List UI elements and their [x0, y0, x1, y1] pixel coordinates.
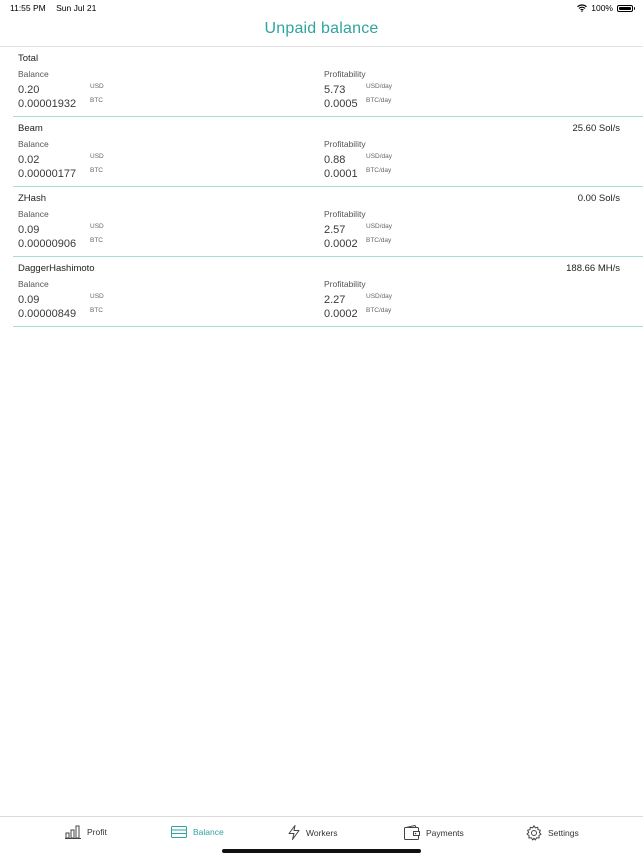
- wallet-icon: [404, 825, 420, 840]
- balance-usd-value: 0.09: [18, 224, 40, 236]
- balance-list: [0, 47, 643, 327]
- algorithm-section-beam[interactable]: [13, 117, 643, 187]
- status-time: 11:55 PM: [10, 3, 46, 13]
- tab-label: Settings: [548, 828, 579, 838]
- btc-unit: BTC: [90, 97, 103, 104]
- battery-icon: [617, 5, 633, 12]
- profitability-label: Profitability: [324, 279, 366, 289]
- balance-usd-value: 0.20: [18, 84, 40, 96]
- algorithm-section-daggerhashimoto[interactable]: [13, 257, 643, 327]
- profitability-label: Profitability: [324, 209, 366, 219]
- usd-per-day-unit: USD/day: [366, 293, 393, 300]
- profit-btc-value: 0.0002: [324, 238, 358, 250]
- tab-label: Workers: [306, 827, 338, 838]
- battery-percent: 100%: [591, 3, 613, 13]
- tab-label: Profit: [87, 827, 107, 837]
- tab-balance[interactable]: [171, 825, 224, 839]
- bar-chart-icon: [65, 825, 81, 839]
- profitability-label: Profitability: [324, 139, 366, 149]
- algorithm-section-total[interactable]: [13, 47, 643, 117]
- profit-usd-value: 0.88: [324, 154, 346, 166]
- balance-column: [18, 139, 104, 180]
- wifi-icon: [577, 4, 587, 12]
- balance-column: [18, 69, 104, 110]
- btc-per-day-unit: BTC/day: [366, 97, 392, 104]
- usd-unit: USD: [90, 223, 104, 230]
- hashrate-value: 188.66 MH/s: [566, 263, 620, 274]
- usd-per-day-unit: USD/day: [366, 153, 393, 160]
- profitability-label: Profitability: [324, 69, 366, 79]
- balance-btc-value: 0.00000849: [18, 308, 77, 320]
- btc-unit: BTC: [90, 237, 103, 244]
- balance-btc-value: 0.00001932: [18, 98, 77, 110]
- balance-label: Balance: [18, 139, 49, 149]
- usd-unit: USD: [90, 293, 104, 300]
- profit-btc-value: 0.0002: [324, 308, 358, 320]
- status-left: [10, 3, 96, 13]
- balance-column: [18, 209, 104, 250]
- tab-profit[interactable]: [65, 825, 107, 839]
- balance-btc-value: 0.00000906: [18, 238, 77, 250]
- profit-btc-value: 0.0001: [324, 168, 358, 180]
- tab-payments[interactable]: [404, 825, 464, 840]
- algorithm-section-zhash[interactable]: [13, 187, 643, 257]
- balance-label: Balance: [18, 279, 49, 289]
- btc-per-day-unit: BTC/day: [366, 237, 392, 244]
- status-date: Sun Jul 21: [56, 3, 97, 13]
- profit-usd-value: 2.27: [324, 294, 346, 306]
- gear-icon: [526, 825, 542, 841]
- balance-usd-value: 0.02: [18, 154, 40, 166]
- hashrate-value: 25.60 Sol/s: [572, 123, 620, 134]
- profitability-column: [324, 279, 393, 320]
- tab-label: Payments: [426, 827, 464, 838]
- hashrate-value: 0.00 Sol/s: [577, 193, 620, 204]
- balance-label: Balance: [18, 209, 49, 219]
- tab-settings[interactable]: [526, 825, 579, 841]
- usd-per-day-unit: USD/day: [366, 83, 393, 90]
- balance-label: Balance: [18, 69, 49, 79]
- balance-column: [18, 279, 104, 320]
- btc-unit: BTC: [90, 167, 103, 174]
- status-right: [577, 3, 633, 13]
- usd-unit: USD: [90, 153, 104, 160]
- btc-unit: BTC: [90, 307, 103, 314]
- lightning-icon: [288, 825, 300, 840]
- profitability-column: [324, 69, 393, 110]
- tab-workers[interactable]: [288, 825, 338, 840]
- profit-usd-value: 2.57: [324, 224, 346, 236]
- profit-usd-value: 5.73: [324, 84, 346, 96]
- usd-unit: USD: [90, 83, 104, 90]
- section-name: Beam: [18, 123, 43, 134]
- btc-per-day-unit: BTC/day: [366, 307, 392, 314]
- section-name: Total: [18, 53, 39, 64]
- btc-per-day-unit: BTC/day: [366, 167, 392, 174]
- section-name: ZHash: [18, 193, 46, 204]
- usd-per-day-unit: USD/day: [366, 223, 393, 230]
- page-title: Unpaid balance: [264, 20, 379, 37]
- status-bar: [0, 0, 643, 16]
- profit-btc-value: 0.0005: [324, 98, 358, 110]
- wallet-stack-icon: [171, 825, 187, 839]
- balance-usd-value: 0.09: [18, 294, 40, 306]
- profitability-column: [324, 139, 393, 180]
- balance-btc-value: 0.00000177: [18, 168, 77, 180]
- home-indicator[interactable]: [222, 849, 421, 853]
- tab-label: Balance: [193, 827, 224, 837]
- profitability-column: [324, 209, 393, 250]
- section-name: DaggerHashimoto: [18, 263, 95, 274]
